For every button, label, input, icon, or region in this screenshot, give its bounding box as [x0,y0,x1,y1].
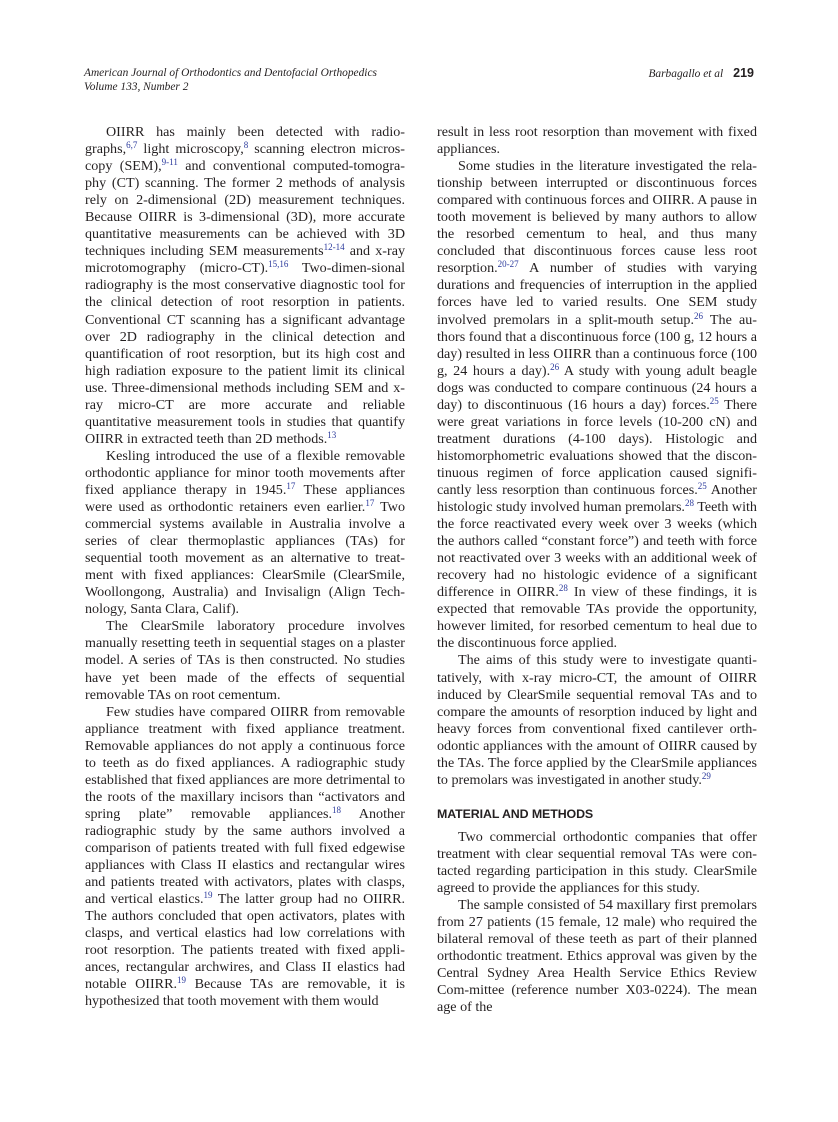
left-column [85,124,405,1010]
text: The sample consisted of 54 maxillary first premolars from 27 patients (15 female, 12 male) who required the bilateral removal of these teeth as part of their planned orthodontic treatment. Ethics approval was given by the Central Sydney Area Health Service Ethics Review Com-mittee (reference number X03-0224). The mean age of the [437,897,757,1016]
paragraph [85,124,405,448]
text: In view of these findings, it is expected that removable TAs provide the opportunity, however limited, for resorbed cementum to heal due to the discontinuous force applied. [437,584,757,652]
paragraph [437,897,757,1016]
citation-link[interactable]: 20-27 [497,259,519,270]
citation-link[interactable]: 9-11 [161,157,178,168]
text: The au-thors found that a discontinuous force (100 g, 12 hours a day) resulted in less OIIRR than a continuous force (100 g, 24 hours a day). [437,311,758,379]
paragraph [437,829,757,897]
text: result in less root resorption than movement with fixed appliances. [437,124,757,158]
text: Teeth with the force reactivated every week over 3 weeks (which the authors called “constant force”) and teeth with force not reactivated over 3 weeks with an additional week of recovery had no histologic evidence of a significant difference in OIIRR. [437,499,757,601]
journal-volume: Volume 133, Number 2 [84,81,189,93]
text: scanning electron micros-copy (SEM), [85,141,405,175]
citation-link[interactable]: 29 [701,770,711,781]
text: A number of studies with varying durations and frequencies of interruption in the applied forces have led to varied results. One SEM study involved premolars in a split-mouth setup. [437,260,757,328]
paragraph [85,704,405,1011]
citation-link[interactable]: 13 [327,429,337,440]
right-column [437,124,757,1016]
citation-link[interactable]: 18 [332,804,342,815]
text: Two commercial systems available in Australia involve a series of clear thermoplastic appliances (TAs) for sequential tooth movement as an alternative to treat-ment with fixed appliances: ClearSmile (ClearSmile, Woollongong, Australia) and Invisalign (Align Tech-nology, Santa Clara, Calif). [85,499,405,618]
citation-link[interactable]: 15,16 [268,259,289,270]
citation-link[interactable]: 19 [177,975,186,986]
text: Two commercial orthodontic companies that offer treatment with clear sequential removal TAs were con-tacted regarding participation in this study. ClearSmile agreed to provide the appliances for this study. [437,828,757,897]
paragraph [437,652,757,788]
citation-link[interactable]: 6,7 [126,140,138,151]
citation-link[interactable]: 19 [203,890,213,901]
text: The ClearSmile laboratory procedure involves manually resetting teeth in sequential stages on a plaster model. A series of TAs is then constructed. No studies have yet been made of the effects of sequential removable TAs on root cementum. [85,618,405,703]
citation-link[interactable]: 26 [550,361,560,372]
paragraph [437,158,757,652]
text: There were great variations in force levels (10-200 cN) and treatment durations (4-100 days). Histologic and histomorphometric evaluations showed that the discon-tinuous regimen of force application caused signifi-cantly less resorption than continuous forces. [437,396,757,498]
citation-link[interactable]: 8 [243,140,249,151]
text: and conventional computed-tomogra-phy (CT) scanning. The former 2 methods of analysis rely on 2-dimensional (2D) measurement techniques. Because OIIRR is 3-dimensional (3D), more accurate quantitative measurements can be achieved with 3D techniques including SEM measurements [85,158,405,260]
text: Another histologic study involved human premolars. [437,481,757,516]
paragraph [85,448,405,618]
text: A study with young adult beagle dogs was conducted to compare continuous (24 hours a day) to discontinuous (16 hours a day) forces. [437,362,757,413]
text: and x-ray microtomography (micro-CT). [85,243,405,277]
paragraph [437,124,757,158]
text: The latter group had no OIIRR. The authors concluded that open activators, plates with clasps, and vertical elastics had low correlations with root resorption. The patients treated with fixed appli-ances, rectangular archwires, and Class II elastics had notable OIIRR. [85,891,405,993]
text: These appliances were used as orthodontic retainers even earlier. [85,481,405,516]
journal-title: American Journal of Orthodontics and Dentofacial Orthopedics [84,67,377,79]
citation-link[interactable]: 25 [709,395,719,406]
text: Because TAs are removable, it is hypothesized that tooth movement with them would [85,976,405,1010]
running-authors: Barbagallo et al [648,68,724,80]
text: OIIRR has mainly been detected with radio-graphs, [85,124,405,158]
citation-link[interactable]: 28 [558,583,568,594]
text: Another radiographic study by the same authors involved a comparison of patients treated with full fixed edgewise appliances with Class II elastics and rectangular wires and patients treated with activators, plates with clasps, and vertical elastics. [85,805,405,908]
page-number: 219 [733,66,754,80]
text: light microscopy, [137,141,244,158]
text: Kesling introduced the use of a flexible removable orthodontic appliance for minor tooth movements after fixed appliance therapy in 1945. [85,447,405,498]
text: Few studies have compared OIIRR from removable appliance treatment with fixed appliance treatment. Removable appliances do not apply a continuous force to teeth as do fixed appliances. A radiographic study established that fixed appliances are more detrimental to the roots of the maxillary incisors than “activators and spring plate” removable appliances. [85,703,405,822]
text: The aims of this study were to investigate quanti-tatively, with x-ray micro-CT, the amount of OIIRR induced by ClearSmile sequential removal TAs and to compare the amounts of resorption induced by light and heavy forces from conventional fixed cantilever orth-odontic appliances with the amount of OIIRR caused by the TAs. The force applied by the ClearSmile appliances to premolars was investigated in another study. [437,652,757,788]
citation-link[interactable]: 26 [694,310,704,321]
citation-link[interactable]: 17 [286,481,296,492]
citation-link[interactable]: 28 [684,498,694,509]
text: Some studies in the literature investigated the rela-tionship between interrupted or discontinuous forces compared with continuous forces and OIIRR. A pause in tooth movement is believed by many authors to allow the resorbed cementum to heal, and thus many concluded that discontinuous forces cause less root resorption. [437,158,757,277]
text: Two-dimen-sional radiography is the most conservative diagnostic tool for the clinical detection of root resorption in patients. Conventional CT scanning has a significant advantage over 2D radiography in the clinical detection and quantification of root resorption, but its high cost and high radiation exposure to the patient limit its clinical use. Three-dimensional methods including SEM and x-ray micro-CT are more accurate and reliable quantitative measurement tools in studies that quantify OIIRR in extracted teeth than 2D methods. [85,260,405,447]
citation-link[interactable]: 17 [365,498,375,509]
section-heading: MATERIAL AND METHODS [437,806,594,821]
journal-info [84,66,377,94]
page-info [648,66,754,81]
citation-link[interactable]: 25 [697,481,707,492]
paragraph [85,618,405,703]
citation-link[interactable]: 12-14 [323,242,345,253]
